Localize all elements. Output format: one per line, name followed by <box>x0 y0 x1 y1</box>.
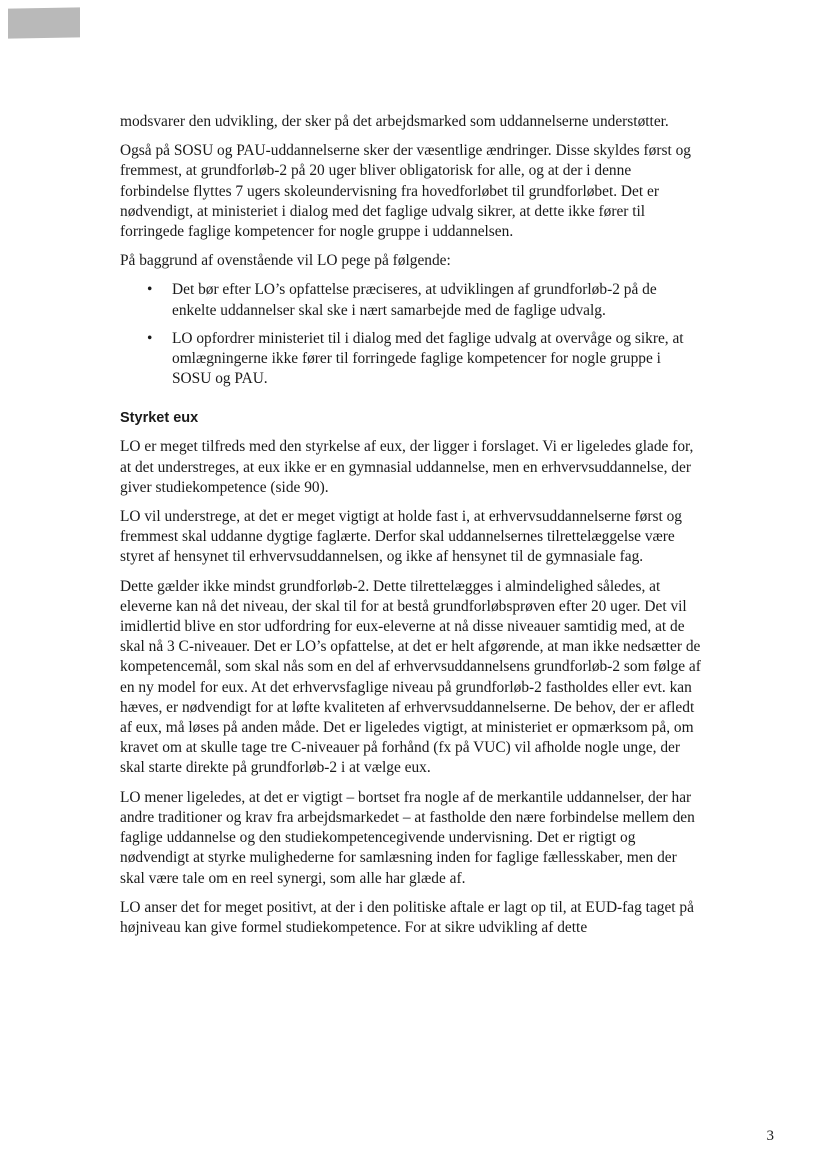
section-heading: Styrket eux <box>120 410 199 427</box>
redaction-stamp <box>8 7 80 38</box>
paragraph: LO mener ligeledes, at det er vigtigt – bortset fra nogle af de merkantile uddannelser, der har andre traditioner og krav fra arbejdsmarkedet – at fastholde den nære forbindelse mellem den faglige uddannelse og den studiekompetencegivende undervisning. Det er rigtigt og nødvendigt at styrke mulighederne for samlæsning inden for faglige fællesskaber, men der skal være tale om en reel synergi, som alle har glæde af. <box>120 788 695 887</box>
recommendation-list <box>120 280 702 389</box>
paragraph: Dette gælder ikke mindst grundforløb-2. Dette tilrettelægges i almindelighed således, at eleverne kan nå det niveau, der skal til for at bestå grundforløbsprøven efter 20 uger. Det vil imidlertid blive en stor udfordring for eux-eleverne at nå disse niveauer samtidig med, at de skal nå 3 C-niveauer. Det er LO’s opfattelse, at det er helt afgørende, at man ikke nedsætter de kompetencemål, som skal nås som en del af erhvervsuddannelsens grundforløb-2 som følge af en ny model for eux. At det erhvervsfaglige niveau på grundforløb-2 fastholdes eller evt. kan hæves, er nødvendigt for at løfte kvaliteten af erhvervsuddannelserne. De behov, der er afledt af eux, må løses på anden måde. Det er ligeledes vigtigt, at ministeriet er opmærksom på, om kravet om at skulle tage tre C-niveauer på forhånd (fx på VUC) vil afholde nogle unge, der skal starte direkte på grundforløb-2 i at vælge eux. <box>120 577 701 777</box>
list-item: • Det bør efter LO’s opfattelse præciseres, at udviklingen af grundforløb-2 på de enkelte uddannelser skal ske i nært samarbejde med de faglige udvalg. <box>172 280 702 320</box>
paragraph: Også på SOSU og PAU-uddannelserne sker der væsentlige ændringer. Disse skyldes først og fremmest, at grundforløb-2 på 20 uger bliver obligatorisk for alle, og at der i denne forbindelse flyttes 7 ugers skoleundervisning fra hovedforløbet til grundforløbet. Det er nødvendigt, at ministeriet i dialog med det faglige udvalg sikrer, at dette ikke fører til forringede faglige kompetencer for nogle gruppe i uddannelsen. <box>120 142 691 241</box>
paragraph: LO vil understrege, at det er meget vigtigt at holde fast i, at erhvervsuddannelserne først og fremmest skal uddanne dygtige faglærte. Derfor skal uddannelsernes tilrettelæggelse være styret af hensynet til erhvervsuddannelsen, og ikke af hensynet til de gymnasiale fag. <box>120 508 683 566</box>
page-number: 3 <box>766 1128 774 1144</box>
paragraph: LO er meget tilfreds med den styrkelse af eux, der ligger i forslaget. Vi er ligeledes glade for, at det understreges, at eux ikke er en gymnasial uddannelse, men en erhvervsuddannelse, der giver studiekompetence (side 90). <box>120 438 694 496</box>
paragraph: LO anser det for meget positivt, at der i den politiske aftale er lagt op til, at EUD-fag taget på højniveau kan give formel studiekompetence. For at sikre udvikling af dette <box>120 898 694 936</box>
document-body <box>120 112 702 947</box>
paragraph: På baggrund af ovenstående vil LO pege på følgende: <box>120 252 451 270</box>
list-item: • LO opfordrer ministeriet til i dialog med det faglige udvalg at overvåge og sikre, at omlægningerne ikke fører til forringede faglige kompetencer for nogle gruppe i SOSU og PAU. <box>172 329 702 390</box>
paragraph: modsvarer den udvikling, der sker på det arbejdsmarked som uddannelserne understøtter. <box>120 113 669 130</box>
